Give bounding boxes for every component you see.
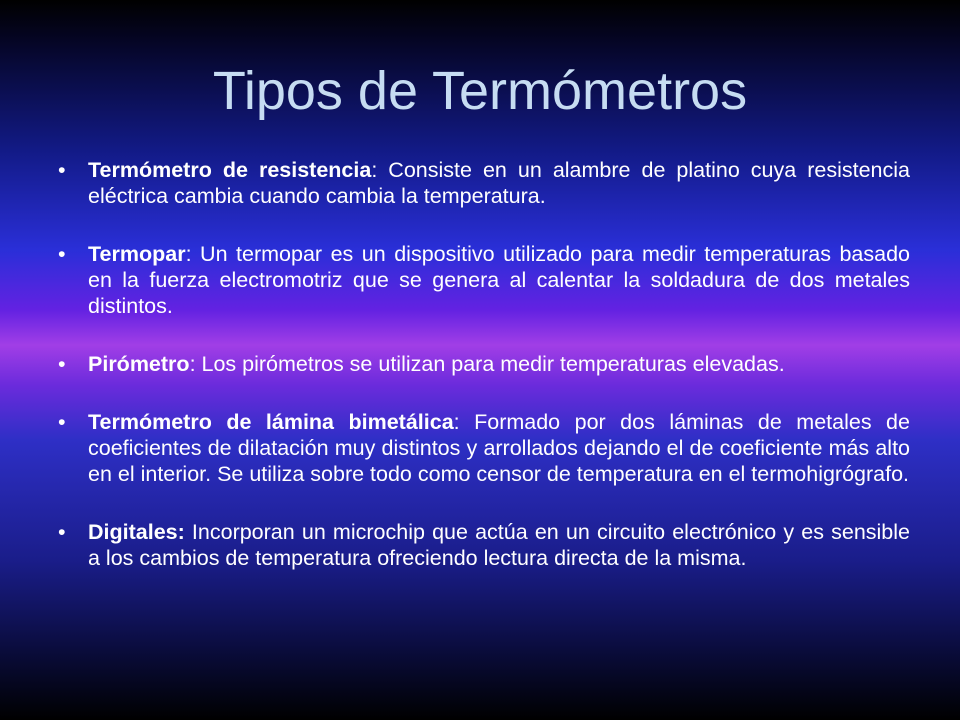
item-text: : Los pirómetros se utilizan para medir temperaturas elevadas.: [189, 352, 785, 376]
list-item: [58, 351, 910, 377]
item-term: Termómetro de resistencia: [88, 158, 372, 182]
bullet-list: [58, 157, 910, 603]
bullet-icon: •: [58, 242, 66, 266]
list-item: [58, 409, 910, 487]
item-text: : Consiste en un alambre de platino cuya resistencia eléctrica cambia cuando cambia la temperatura.: [88, 158, 910, 208]
item-term: Termómetro de lámina bimetálica: [88, 410, 454, 434]
item-term: Termopar: [88, 242, 186, 266]
list-item: [58, 157, 910, 209]
bullet-icon: •: [58, 158, 66, 182]
list-item: [58, 519, 910, 571]
item-term: Digitales:: [88, 520, 185, 544]
bullet-icon: •: [58, 520, 66, 544]
bullet-icon: •: [58, 410, 66, 434]
item-text: Incorporan un microchip que actúa en un circuito electrónico y es sensible a los cambios de temperatura ofreciendo lectura directa de la misma.: [88, 520, 910, 570]
list-item: [58, 241, 910, 319]
item-term: Pirómetro: [88, 352, 190, 376]
item-text: : Formado por dos láminas de metales de coeficientes de dilatación muy distintos y arrollados dejando el de coeficiente más alto en el interior. Se utiliza sobre todo como censor de temperatura en el termohigrógrafo.: [88, 410, 910, 486]
slide-title: Tipos de Termómetros: [212, 61, 748, 121]
item-text: : Un termopar es un dispositivo utilizado para medir temperaturas basado en la fuerza electromotriz que se genera al calentar la soldadura de dos metales distintos.: [88, 242, 910, 318]
bullet-icon: •: [58, 352, 66, 376]
